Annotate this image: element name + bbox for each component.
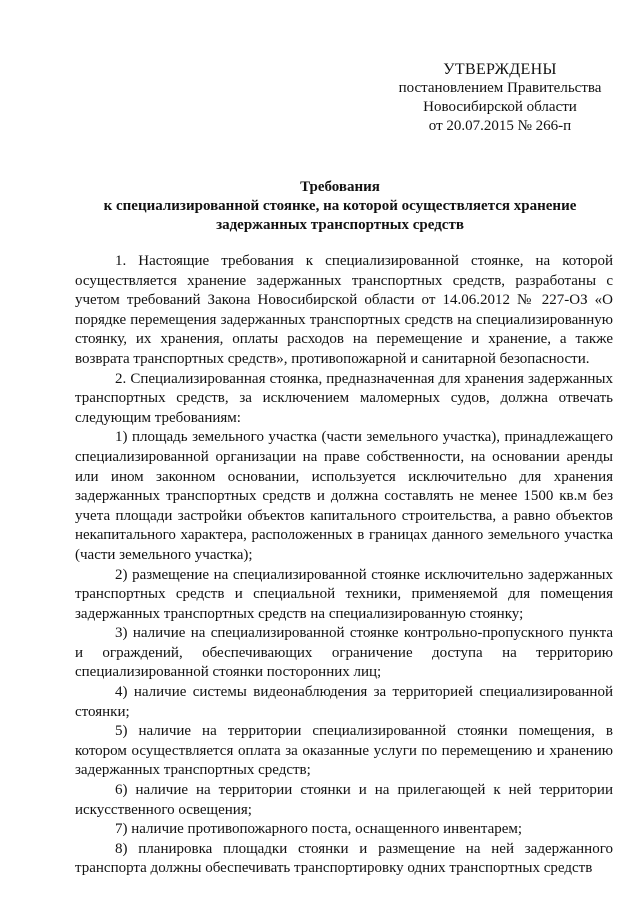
- paragraph-2: 2. Специализированная стоянка, предназначенная для хранения задержанных транспортных средств, за исключением маломерных судов, должна отвечать следующим требованиям:: [75, 370, 613, 426]
- document-title-heading: Требования: [300, 179, 380, 195]
- list-item-2: 2) размещение на специализированной стоянке исключительно задержанных транспортных средств и специальной техники, применяемой для помещения задержанных транспортных средств на специализированную стоянку;: [75, 566, 613, 622]
- document-title: [60, 178, 620, 235]
- list-item-6: 6) наличие на территории стоянки и на прилегающей к ней территории искусственного освещения;: [75, 782, 613, 818]
- approval-title: УТВЕРЖДЕНЫ: [443, 61, 557, 78]
- document-title-subtitle-1: к специализированной стоянке, на которой осуществляется хранение: [103, 198, 577, 214]
- list-item-3: 3) наличие на специализированной стоянке контрольно-пропускного пункта и ограждений, обеспечивающих ограничение доступа на территорию специализированной стоянки посторонних лиц;: [75, 625, 613, 681]
- approval-stamp: [380, 60, 620, 136]
- list-item-7: 7) наличие противопожарного поста, оснащенного инвентарем;: [115, 821, 523, 838]
- list-item-4: 4) наличие системы видеонаблюдения за территорией специализированной стоянки;: [75, 684, 613, 720]
- list-item-1: 1) площадь земельного участка (части земельного участка), принадлежащего специализированной организации на праве собственности, на основании аренды или ином законном основании, используется исключительно для хранения задержанных транспортных средств и должна составлять не менее 1500 кв.м без учета площади застройки объектов капитального строительства, а равно объектов некапитального характера, расположенных в границах данного земельного участка (части земельного участка);: [75, 429, 613, 563]
- list-item-8: 8) планировка площадки стоянки и размещение на ней задержанного транспорта должны обеспечивать транспортировку одних транспортных средств: [75, 840, 613, 877]
- list-item-5: 5) наличие на территории специализированной стоянки помещения, в котором осуществляется оплата за оказанные услуги по перемещению и хранению задержанных транспортных средств;: [75, 723, 613, 779]
- document-body: [75, 252, 613, 879]
- document-title-subtitle-2: задержанных транспортных средств: [216, 217, 464, 233]
- approval-line-region: Новосибирской области: [423, 99, 577, 115]
- approval-line-date-number: от 20.07.2015 № 266-п: [428, 118, 572, 134]
- paragraph-1: 1. Настоящие требования к специализированной стоянке, на которой осуществляется хранение задержанных транспортных средств, разработаны с учетом требований Закона Новосибирской области от 14.06.2012 № 227-ОЗ «О порядке перемещения задержанных транспортных средств на специализированную стоянку, их хранения, оплаты расходов на перемещение и хранение, а также возврата транспортных средств», противопожарной и санитарной безопасности.: [75, 253, 613, 367]
- approval-line-resolution: постановлением Правительства: [398, 80, 602, 96]
